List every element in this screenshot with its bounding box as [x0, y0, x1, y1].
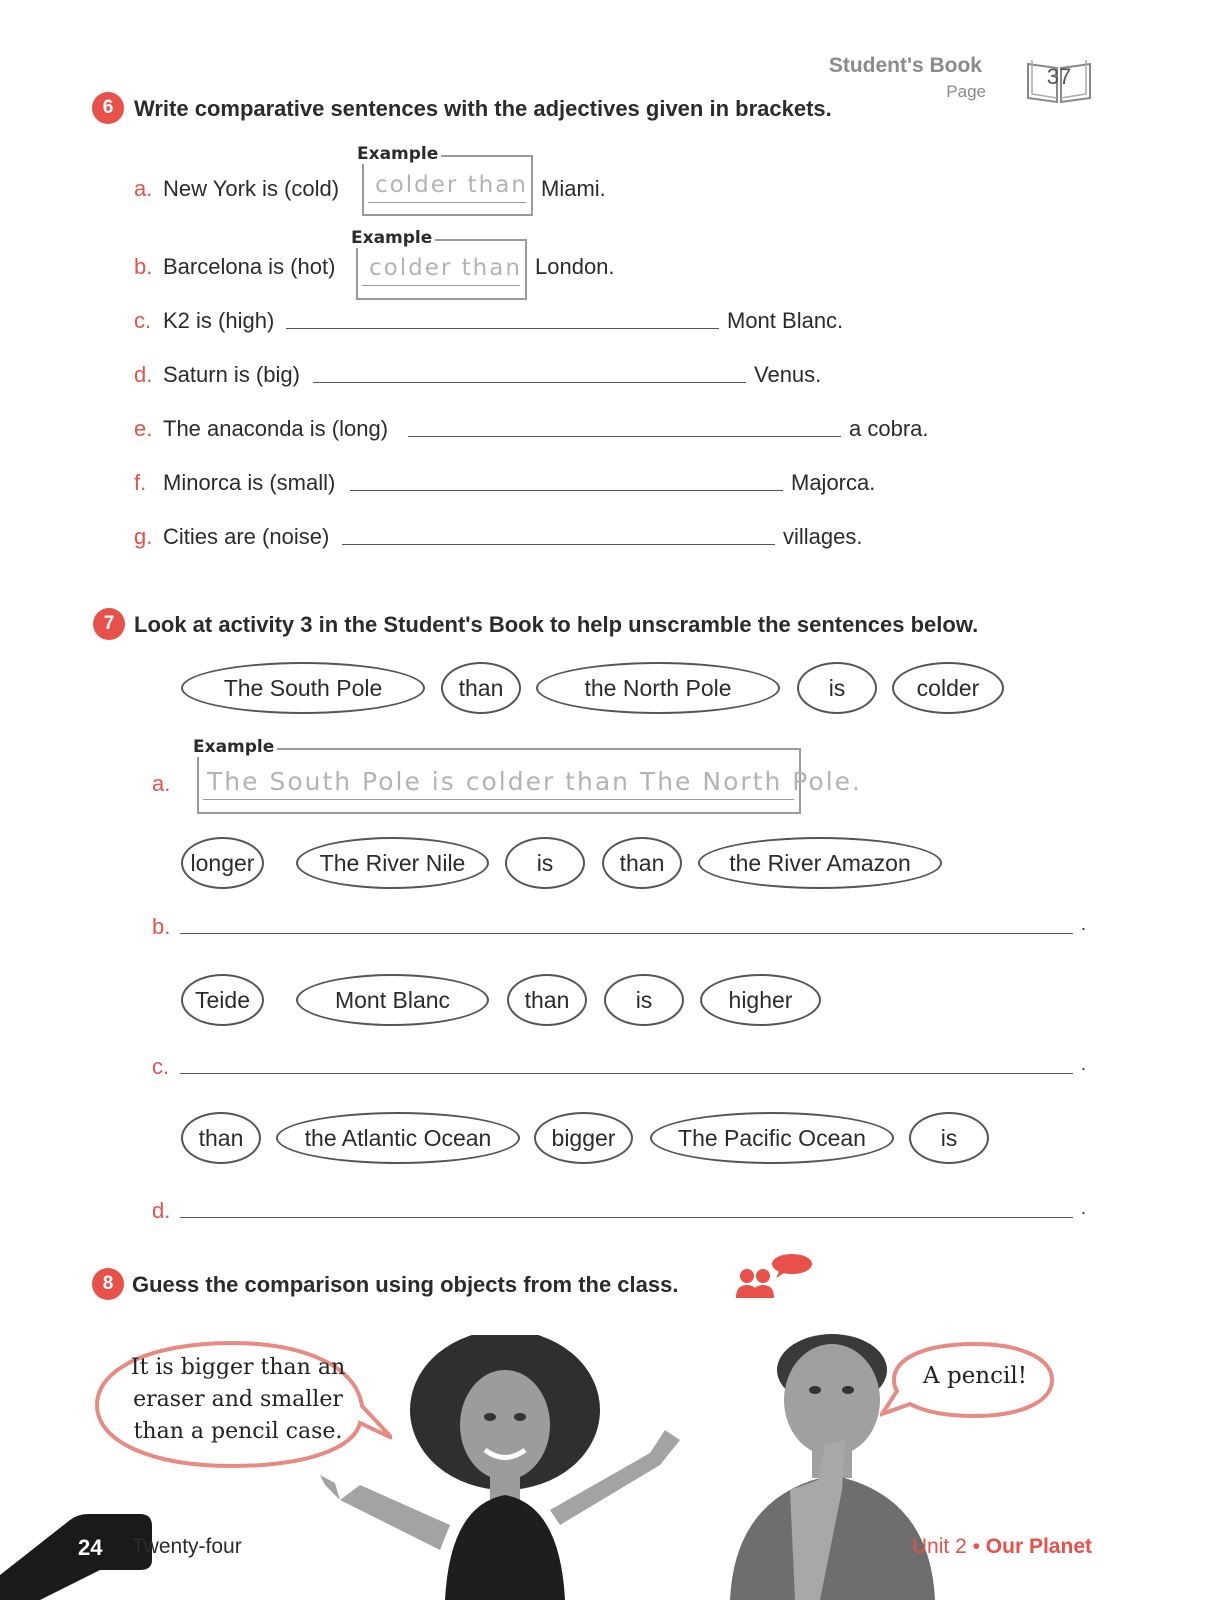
item-prompt: The anaconda is (long) [163, 416, 389, 441]
students-book-label: Student's Book [828, 54, 982, 77]
word-pill[interactable]: than [441, 662, 521, 714]
page-reference-number: 37 [1046, 64, 1072, 89]
item-prompt: K2 is (high) [163, 308, 275, 333]
answer-line-c[interactable] [180, 1073, 1073, 1074]
item-letter: d. [134, 362, 153, 387]
item-ending: Venus. [754, 362, 822, 387]
example-label: Example [193, 737, 277, 757]
answer-line-b[interactable] [180, 933, 1073, 934]
item-letter: g. [134, 524, 153, 549]
answer-line [368, 202, 526, 203]
item-prompt: Barcelona is (hot) [163, 254, 336, 279]
example-label: Example [357, 144, 441, 164]
item-prompt: Saturn is (big) [163, 362, 300, 387]
page-number-words: Twenty-four [132, 1535, 242, 1558]
pair-work-icon [730, 1252, 816, 1304]
unit-footer [912, 1535, 1092, 1559]
word-pill[interactable]: than [181, 1112, 261, 1164]
example-answer: colder than [369, 255, 522, 281]
example-answer: colder than [375, 172, 528, 198]
unit-label: Unit 2 [911, 1535, 967, 1558]
word-pill[interactable]: than [602, 837, 682, 889]
word-pill[interactable]: The South Pole [181, 662, 425, 714]
item-ending: London. [535, 254, 615, 279]
answer-line [362, 285, 520, 286]
item-ending: Majorca. [791, 470, 876, 495]
answer-line-f[interactable] [350, 490, 783, 491]
item-letter: a. [152, 771, 171, 796]
sentence-end-period: . [1081, 1054, 1087, 1074]
word-pill[interactable]: is [909, 1112, 989, 1164]
item-ending: a cobra. [849, 416, 929, 441]
bubble-line: eraser and smaller [133, 1387, 343, 1412]
activity-number-badge: 7 [93, 608, 125, 640]
item-prompt: Minorca is (small) [163, 470, 336, 495]
sentence-end-period: . [1081, 914, 1087, 934]
word-pill[interactable]: bigger [534, 1112, 633, 1164]
item-ending: villages. [783, 524, 863, 549]
page-number: 24 [78, 1535, 103, 1560]
item-letter: f. [134, 470, 147, 495]
answer-line-e[interactable] [408, 436, 841, 437]
sentence-end-period: . [1081, 1198, 1087, 1218]
item-letter: a. [134, 176, 153, 201]
word-pill[interactable]: is [604, 974, 684, 1026]
activity-number-badge: 8 [92, 1268, 124, 1300]
bubble-line: It is bigger than an [130, 1355, 346, 1380]
speech-bubble-left-text [107, 1352, 369, 1448]
word-pill[interactable]: The Pacific Ocean [650, 1112, 894, 1164]
bubble-line: than a pencil case. [133, 1419, 343, 1444]
word-pill[interactable]: the River Amazon [698, 837, 942, 889]
word-pill[interactable]: higher [700, 974, 821, 1026]
word-pill[interactable]: Mont Blanc [296, 974, 489, 1026]
word-pill[interactable]: longer [181, 837, 264, 889]
answer-line-d[interactable] [313, 382, 746, 383]
example-answer: The South Pole is colder than The North Pole. [207, 767, 863, 796]
word-pill[interactable]: The River Nile [296, 837, 489, 889]
example-label: Example [351, 228, 435, 248]
item-ending: Miami. [541, 176, 606, 201]
activity-instruction: Write comparative sentences with the adjectives given in brackets. [134, 96, 832, 121]
item-letter: c. [152, 1054, 170, 1079]
item-letter: b. [152, 914, 171, 939]
word-pill[interactable]: Teide [181, 974, 264, 1026]
item-letter: c. [134, 308, 152, 333]
item-prompt: Cities are (noise) [163, 524, 330, 549]
item-letter: e. [134, 416, 153, 441]
activity-instruction: Look at activity 3 in the Student's Book to help unscramble the sentences below. [134, 612, 979, 637]
word-pill[interactable]: than [507, 974, 587, 1026]
word-pill[interactable]: the Atlantic Ocean [276, 1112, 520, 1164]
item-prompt: New York is (cold) [163, 176, 340, 201]
activity-instruction: Guess the comparison using objects from the class. [132, 1272, 679, 1297]
item-letter: d. [152, 1198, 171, 1223]
word-pill[interactable]: colder [892, 662, 1004, 714]
word-pill[interactable]: is [505, 837, 585, 889]
answer-line-c[interactable] [286, 328, 719, 329]
speech-bubble-right-text: A pencil! [923, 1363, 1027, 1389]
unit-title: Our Planet [985, 1535, 1092, 1558]
word-pill[interactable]: is [797, 662, 877, 714]
answer-line-d[interactable] [180, 1217, 1073, 1218]
page-label: Page [946, 82, 986, 101]
unit-separator: • [972, 1535, 980, 1558]
item-ending: Mont Blanc. [727, 308, 844, 333]
answer-line [203, 799, 794, 800]
word-pill[interactable]: the North Pole [536, 662, 780, 714]
answer-line-g[interactable] [342, 544, 775, 545]
activity-number-badge: 6 [92, 92, 124, 124]
item-letter: b. [134, 254, 153, 279]
